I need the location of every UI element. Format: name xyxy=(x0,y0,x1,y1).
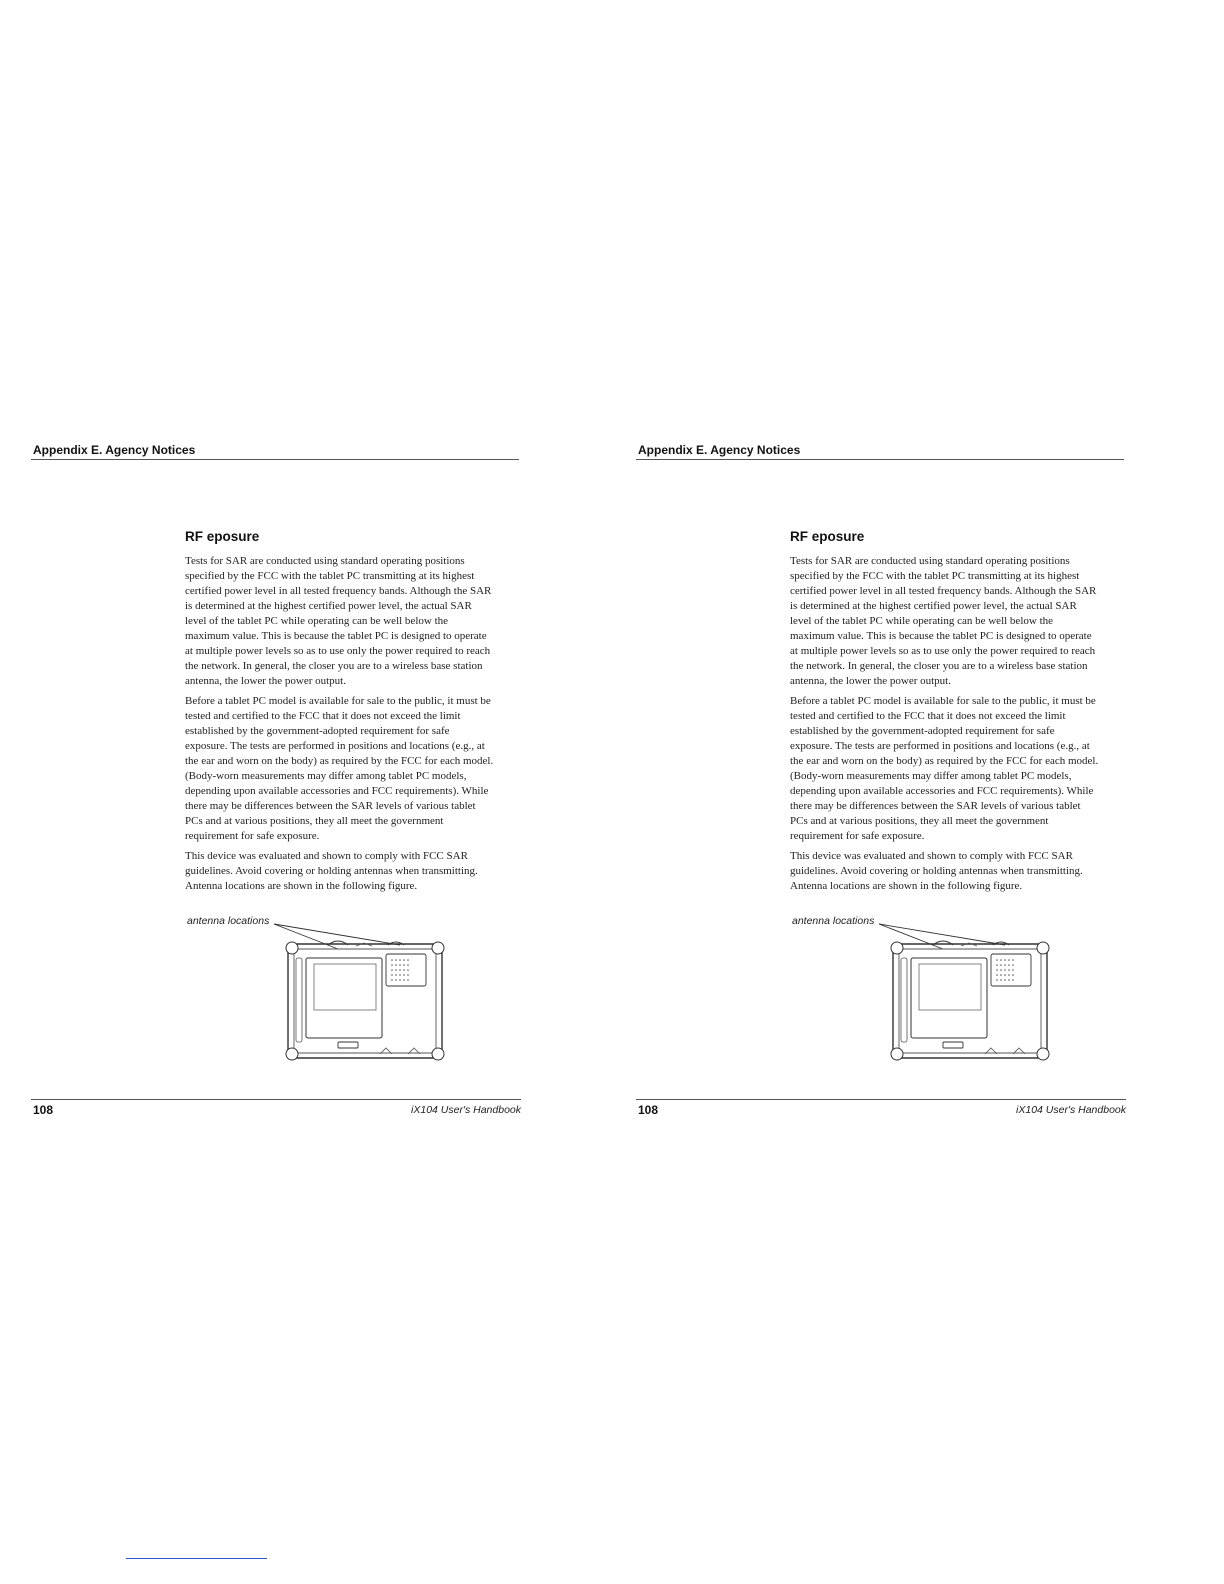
tablet-antenna-figure xyxy=(270,918,450,1068)
page-number: 108 xyxy=(638,1103,659,1117)
header-rule xyxy=(31,459,519,460)
section-title: RF eposure xyxy=(790,529,865,544)
figure-label: antenna locations xyxy=(792,915,875,927)
paragraph-1: Tests for SAR are conducted using standard operating positions specified by the FCC with the tablet PC transmitting at its highest certified power level in all tested frequency bands. Although the SAR is determined at the highest certified power level, the actual SAR level of the tablet PC while operating can be well below the maximum value. This is because the tablet PC is designed to operate at multiple power levels so as to use only the power required to reach the network. In general, the closer you are to a wireless base station antenna, the lower the power output. xyxy=(185,555,492,687)
page-number: 108 xyxy=(33,1103,54,1117)
paragraph-1: Tests for SAR are conducted using standard operating positions specified by the FCC with the tablet PC transmitting at its highest certified power level in all tested frequency bands. Although the SAR is determined at the highest certified power level, the actual SAR level of the tablet PC while operating can be well below the maximum value. This is because the tablet PC is designed to operate at multiple power levels so as to use only the power required to reach the network. In general, the closer you are to a wireless base station antenna, the lower the power output. xyxy=(790,555,1097,687)
body-text xyxy=(185,554,525,899)
body-text xyxy=(790,554,1130,899)
page-right xyxy=(605,0,1217,1584)
paragraph-2: Before a tablet PC model is available for sale to the public, it must be tested and certified to the FCC that it does not exceed the limit established by the government-adopted requirement for safe exposure. The tests are performed in positions and locations (e.g., at the ear and worn on the body) as required by the FCC for each model. (Body-worn measurements may differ among tablet PC models, depending upon available accessories and FCC requirements). While there may be differences between the SAR levels of various tablet PCs and at various positions, they all meet the government requirement for safe exposure. xyxy=(185,695,494,842)
paragraph-2: Before a tablet PC model is available for sale to the public, it must be tested and certified to the FCC that it does not exceed the limit established by the government-adopted requirement for safe exposure. The tests are performed in positions and locations (e.g., at the ear and worn on the body) as required by the FCC for each model. (Body-worn measurements may differ among tablet PC models, depending upon available accessories and FCC requirements). While there may be differences between the SAR levels of various tablet PCs and at various positions, they all meet the government requirement for safe exposure. xyxy=(790,695,1099,842)
header-rule xyxy=(636,459,1124,460)
running-header: Appendix E. Agency Notices xyxy=(638,443,801,457)
footnote-rule xyxy=(126,1558,267,1559)
figure-label: antenna locations xyxy=(187,915,270,927)
tablet-antenna-figure xyxy=(875,918,1055,1068)
footer-rule xyxy=(31,1099,521,1100)
section-title: RF eposure xyxy=(185,529,260,544)
footer-rule xyxy=(636,1099,1126,1100)
running-header: Appendix E. Agency Notices xyxy=(33,443,196,457)
paragraph-3: This device was evaluated and shown to comply with FCC SAR guidelines. Avoid covering or holding antennas when transmitting. Antenna locations are shown in the following figure. xyxy=(790,850,1083,892)
book-title: iX104 User's Handbook xyxy=(1016,1104,1126,1116)
paragraph-3: This device was evaluated and shown to comply with FCC SAR guidelines. Avoid covering or holding antennas when transmitting. Antenna locations are shown in the following figure. xyxy=(185,850,478,892)
book-title: iX104 User's Handbook xyxy=(411,1104,521,1116)
